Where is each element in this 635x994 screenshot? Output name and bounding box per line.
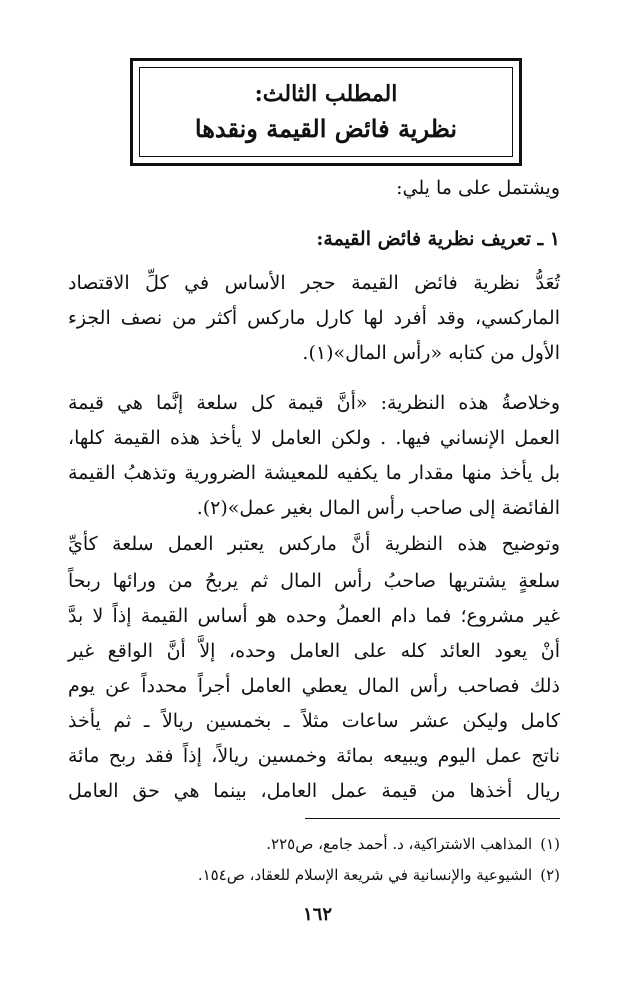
paragraph-line: الماركسي، وقد أفرد لها كارل ماركس أكثر من نصف الجزء	[68, 307, 560, 329]
subsection-heading: ١ ـ تعريف نظرية فائض القيمة:	[316, 228, 560, 250]
section-title-label: المطلب الثالث:	[254, 81, 398, 107]
paragraph-line: تُعَدُّ نظرية فائض القيمة حجر الأساس في كلِّ الاقتصاد	[68, 272, 560, 294]
footnote-text: المذاهب الاشتراكية، د. أحمد جامع، ص٢٢٥.	[266, 835, 533, 853]
paragraph-line: الأول من كتابه «رأس المال»(١).	[302, 342, 560, 364]
section-title-inner-frame	[139, 67, 513, 157]
footnote	[100, 864, 560, 886]
paragraph-line: ريال أخذها من قيمة عمل العامل، بينما هي حق العامل	[68, 780, 560, 802]
paragraph-line: سلعةٍ يشتريها صاحبُ رأس المال ثم يربحُ من ورائها ربحاً	[68, 570, 560, 592]
intro-text: ويشتمل على ما يلي:	[396, 177, 560, 199]
paragraph-line: غير مشروع؛ فما دام العملُ وحده هو أساس القيمة إذاً لا بدَّ	[68, 605, 560, 627]
section-title-frame	[130, 58, 522, 166]
paragraph-line: ناتج عمل اليوم ويبيعه بمائة وخمسين ريالاً، إذاً فقد ربح مائة	[68, 745, 560, 767]
footnote-divider	[305, 818, 560, 819]
paragraph-line: بل يأخذ منها مقدار ما يكفيه للمعيشة الضرورية وتذهبُ القيمة	[68, 462, 560, 484]
paragraph-line: الفائضة إلى صاحب رأس المال بغير عمل»(٢).	[196, 497, 560, 519]
paragraph-line: وخلاصةُ هذه النظرية: «أنَّ قيمة كل سلعة إنَّما هي قيمة	[68, 392, 560, 414]
paragraph-line: كامل وليكن عشر ساعات مثلاً ـ بخمسين ريالاً ـ ثم يأخذ	[68, 710, 560, 732]
paragraph-line: ذلك فصاحب رأس المال يعطي العامل أجراً محدداً عن يوم	[68, 675, 560, 697]
footnote-text: الشيوعية والإنسانية في شريعة الإسلام للعقاد، ص١٥٤.	[197, 866, 533, 884]
footnote	[100, 833, 560, 855]
footnote-number: (١)	[540, 835, 560, 853]
paragraph-line: وتوضيح هذه النظرية أنَّ ماركس يعتبر العمل سلعة كأيِّ	[68, 533, 560, 555]
page-number: ١٦٢	[302, 904, 332, 925]
paragraph-line: أنْ يعود العائد كله على العامل وحده، إلاَّ أنَّ الواقع غير	[68, 640, 560, 662]
footnote-number: (٢)	[540, 866, 560, 884]
paragraph-line: العمل الإنساني فيها. . ولكن العامل لا يأخذ هذه القيمة كلها،	[68, 427, 560, 449]
section-title: نظرية فائض القيمة ونقدها	[194, 114, 458, 143]
